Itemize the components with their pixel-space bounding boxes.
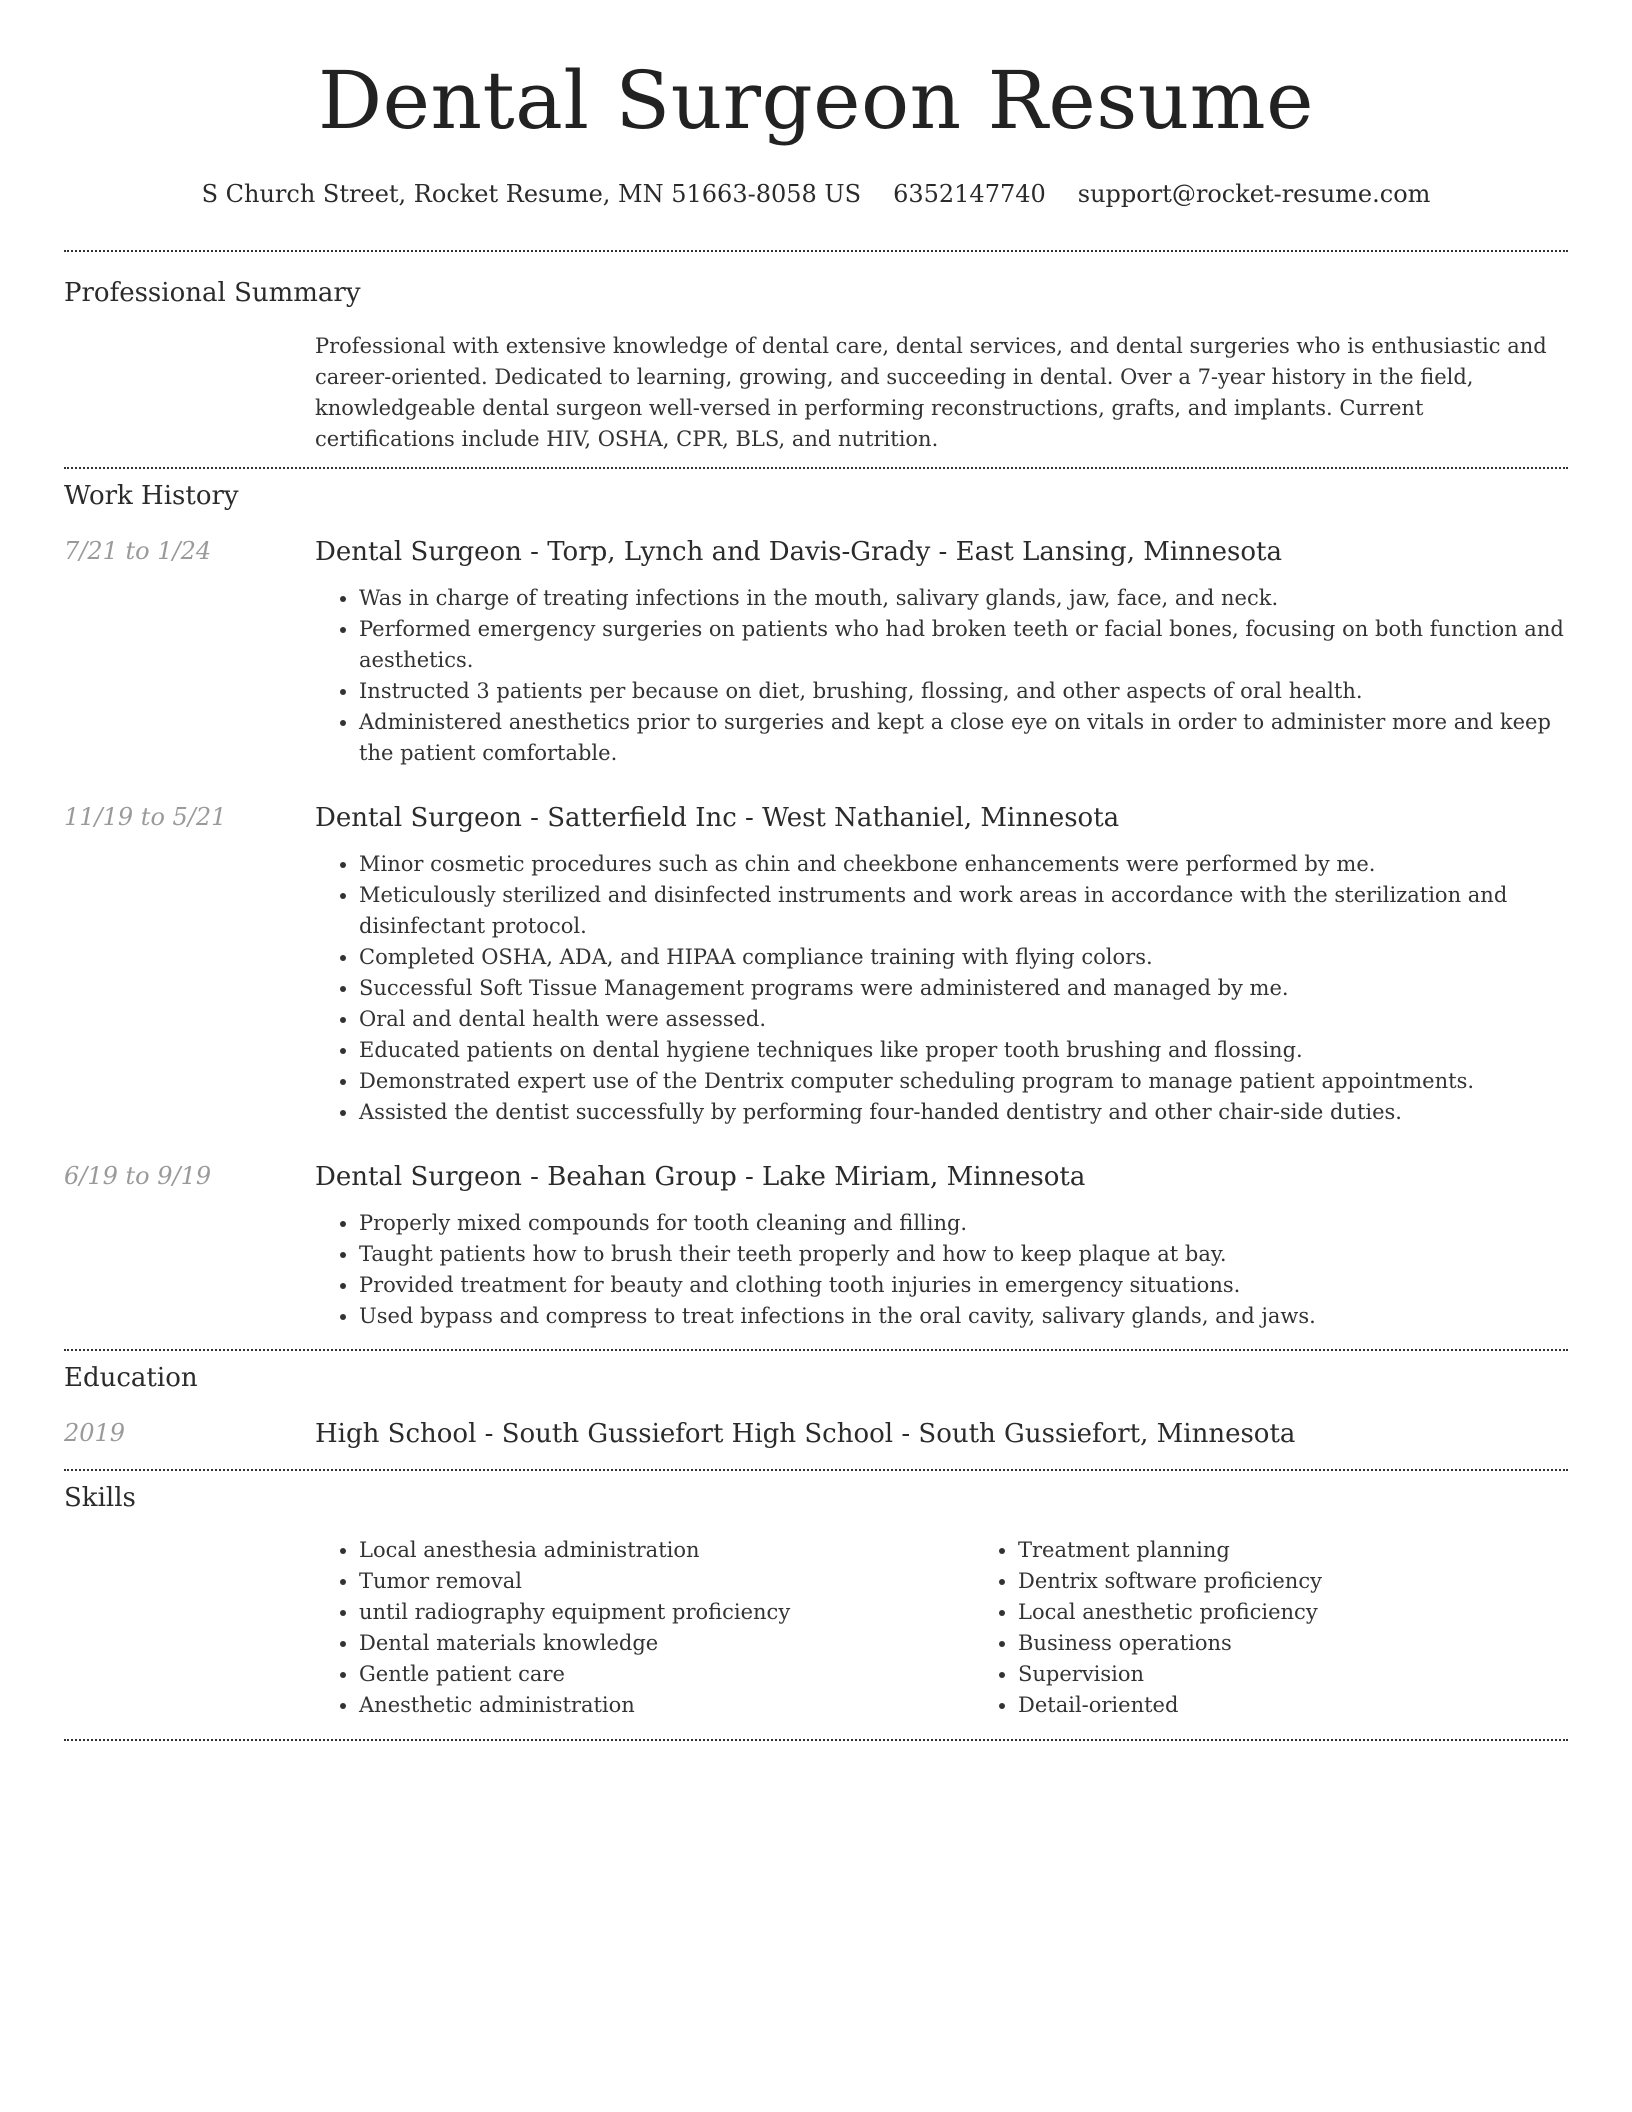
list-item: • Anesthetic administration	[359, 1690, 974, 1721]
education-heading: Education	[64, 1363, 198, 1393]
list-item: • Provided treatment for beauty and clothing tooth injuries in emergency situations.	[359, 1270, 1568, 1301]
list-item: • Assisted the dentist successfully by performing four-handed dentistry and other chair-side duties.	[359, 1097, 1568, 1128]
job-dates: 7/21 to 1/24	[64, 537, 212, 565]
list-item: • Tumor removal	[359, 1566, 974, 1597]
list-item: • Meticulously sterilized and disinfected instruments and work areas in accordance with the sterilization and disinfectant protocol.	[359, 880, 1568, 942]
work-history-section	[64, 469, 1568, 1332]
skills-list-left	[315, 1535, 974, 1721]
job-entry	[64, 535, 1568, 769]
skills-heading: Skills	[64, 1483, 136, 1513]
list-item: • Supervision	[1018, 1659, 1632, 1690]
job-bullets	[315, 849, 1568, 1128]
contact-phone: 6352147740	[893, 180, 1046, 208]
list-item: • Detail-oriented	[1018, 1690, 1632, 1721]
list-item: • Properly mixed compounds for tooth cleaning and filling.	[359, 1208, 1568, 1239]
list-item: • Gentle patient care	[359, 1659, 974, 1690]
job-bullets	[315, 583, 1568, 769]
list-item: • Treatment planning	[1018, 1535, 1632, 1566]
summary-heading: Professional Summary	[64, 278, 361, 308]
list-item: • Performed emergency surgeries on patients who had broken teeth or facial bones, focusing on both function and aesthetics.	[359, 614, 1568, 676]
job-title: Dental Surgeon - Torp, Lynch and Davis-Grady - East Lansing, Minnesota	[315, 537, 1282, 567]
list-item: • Successful Soft Tissue Management programs were administered and managed by me.	[359, 973, 1568, 1004]
job-bullets	[315, 1208, 1568, 1332]
list-item: • Local anesthetic proficiency	[1018, 1597, 1632, 1628]
job-dates: 11/19 to 5/21	[64, 803, 227, 831]
skills-list-right	[974, 1535, 1632, 1721]
list-item: • Dental materials knowledge	[359, 1628, 974, 1659]
list-item: • Taught patients how to brush their teeth properly and how to keep plaque at bay.	[359, 1239, 1568, 1270]
education-title: High School - South Gussiefort High School - South Gussiefort, Minnesota	[315, 1419, 1296, 1449]
list-item: • Used bypass and compress to treat infections in the oral cavity, salivary glands, and jaws.	[359, 1301, 1568, 1332]
job-title: Dental Surgeon - Beahan Group - Lake Miriam, Minnesota	[315, 1162, 1086, 1192]
job-entry	[64, 1160, 1568, 1332]
skills-section	[64, 1471, 1568, 1721]
contact-line	[64, 178, 1568, 210]
list-item: • Educated patients on dental hygiene techniques like proper tooth brushing and flossing.	[359, 1035, 1568, 1066]
education-year: 2019	[64, 1419, 126, 1447]
list-item: • Completed OSHA, ADA, and HIPAA compliance training with flying colors.	[359, 942, 1568, 973]
list-item: • Oral and dental health were assessed.	[359, 1004, 1568, 1035]
list-item: • Was in charge of treating infections in the mouth, salivary glands, jaw, face, and neck.	[359, 583, 1568, 614]
list-item: • until radiography equipment proficiency	[359, 1597, 974, 1628]
list-item: • Minor cosmetic procedures such as chin and cheekbone enhancements were performed by me.	[359, 849, 1568, 880]
list-item: • Local anesthesia administration	[359, 1535, 974, 1566]
skills-grid	[315, 1535, 1632, 1721]
job-entry	[64, 801, 1568, 1128]
summary-text: Professional with extensive knowledge of dental care, dental services, and dental surgeries who is enthusiastic and career-oriented. Dedicated to learning, growing, and succeeding in dental. Over a 7-year history in the field, knowledgeable dental surgeon well-versed in performing reconstructions, grafts, and implants. Current certifications include HIV, OSHA, CPR, BLS, and nutrition.	[315, 334, 1547, 451]
resume-title: Dental Surgeon Resume	[318, 54, 1314, 147]
list-item: • Instructed 3 patients per because on diet, brushing, flossing, and other aspects of oral health.	[359, 676, 1568, 707]
job-dates: 6/19 to 9/19	[64, 1162, 212, 1190]
work-history-heading: Work History	[64, 481, 239, 511]
job-title: Dental Surgeon - Satterfield Inc - West Nathaniel, Minnesota	[315, 803, 1120, 833]
list-item: • Administered anesthetics prior to surgeries and kept a close eye on vitals in order to administer more and keep the patient comfortable.	[359, 707, 1568, 769]
contact-email: support@rocket-resume.com	[1077, 180, 1431, 208]
list-item: • Business operations	[1018, 1628, 1632, 1659]
education-entry	[64, 1417, 1568, 1451]
education-section	[64, 1351, 1568, 1451]
list-item: • Dentrix software proficiency	[1018, 1566, 1632, 1597]
divider	[64, 1739, 1568, 1741]
contact-address: S Church Street, Rocket Resume, MN 51663-8058 US	[201, 180, 862, 208]
resume-header	[64, 0, 1568, 210]
list-item: • Demonstrated expert use of the Dentrix computer scheduling program to manage patient appointments.	[359, 1066, 1568, 1097]
summary-section	[64, 252, 1568, 455]
